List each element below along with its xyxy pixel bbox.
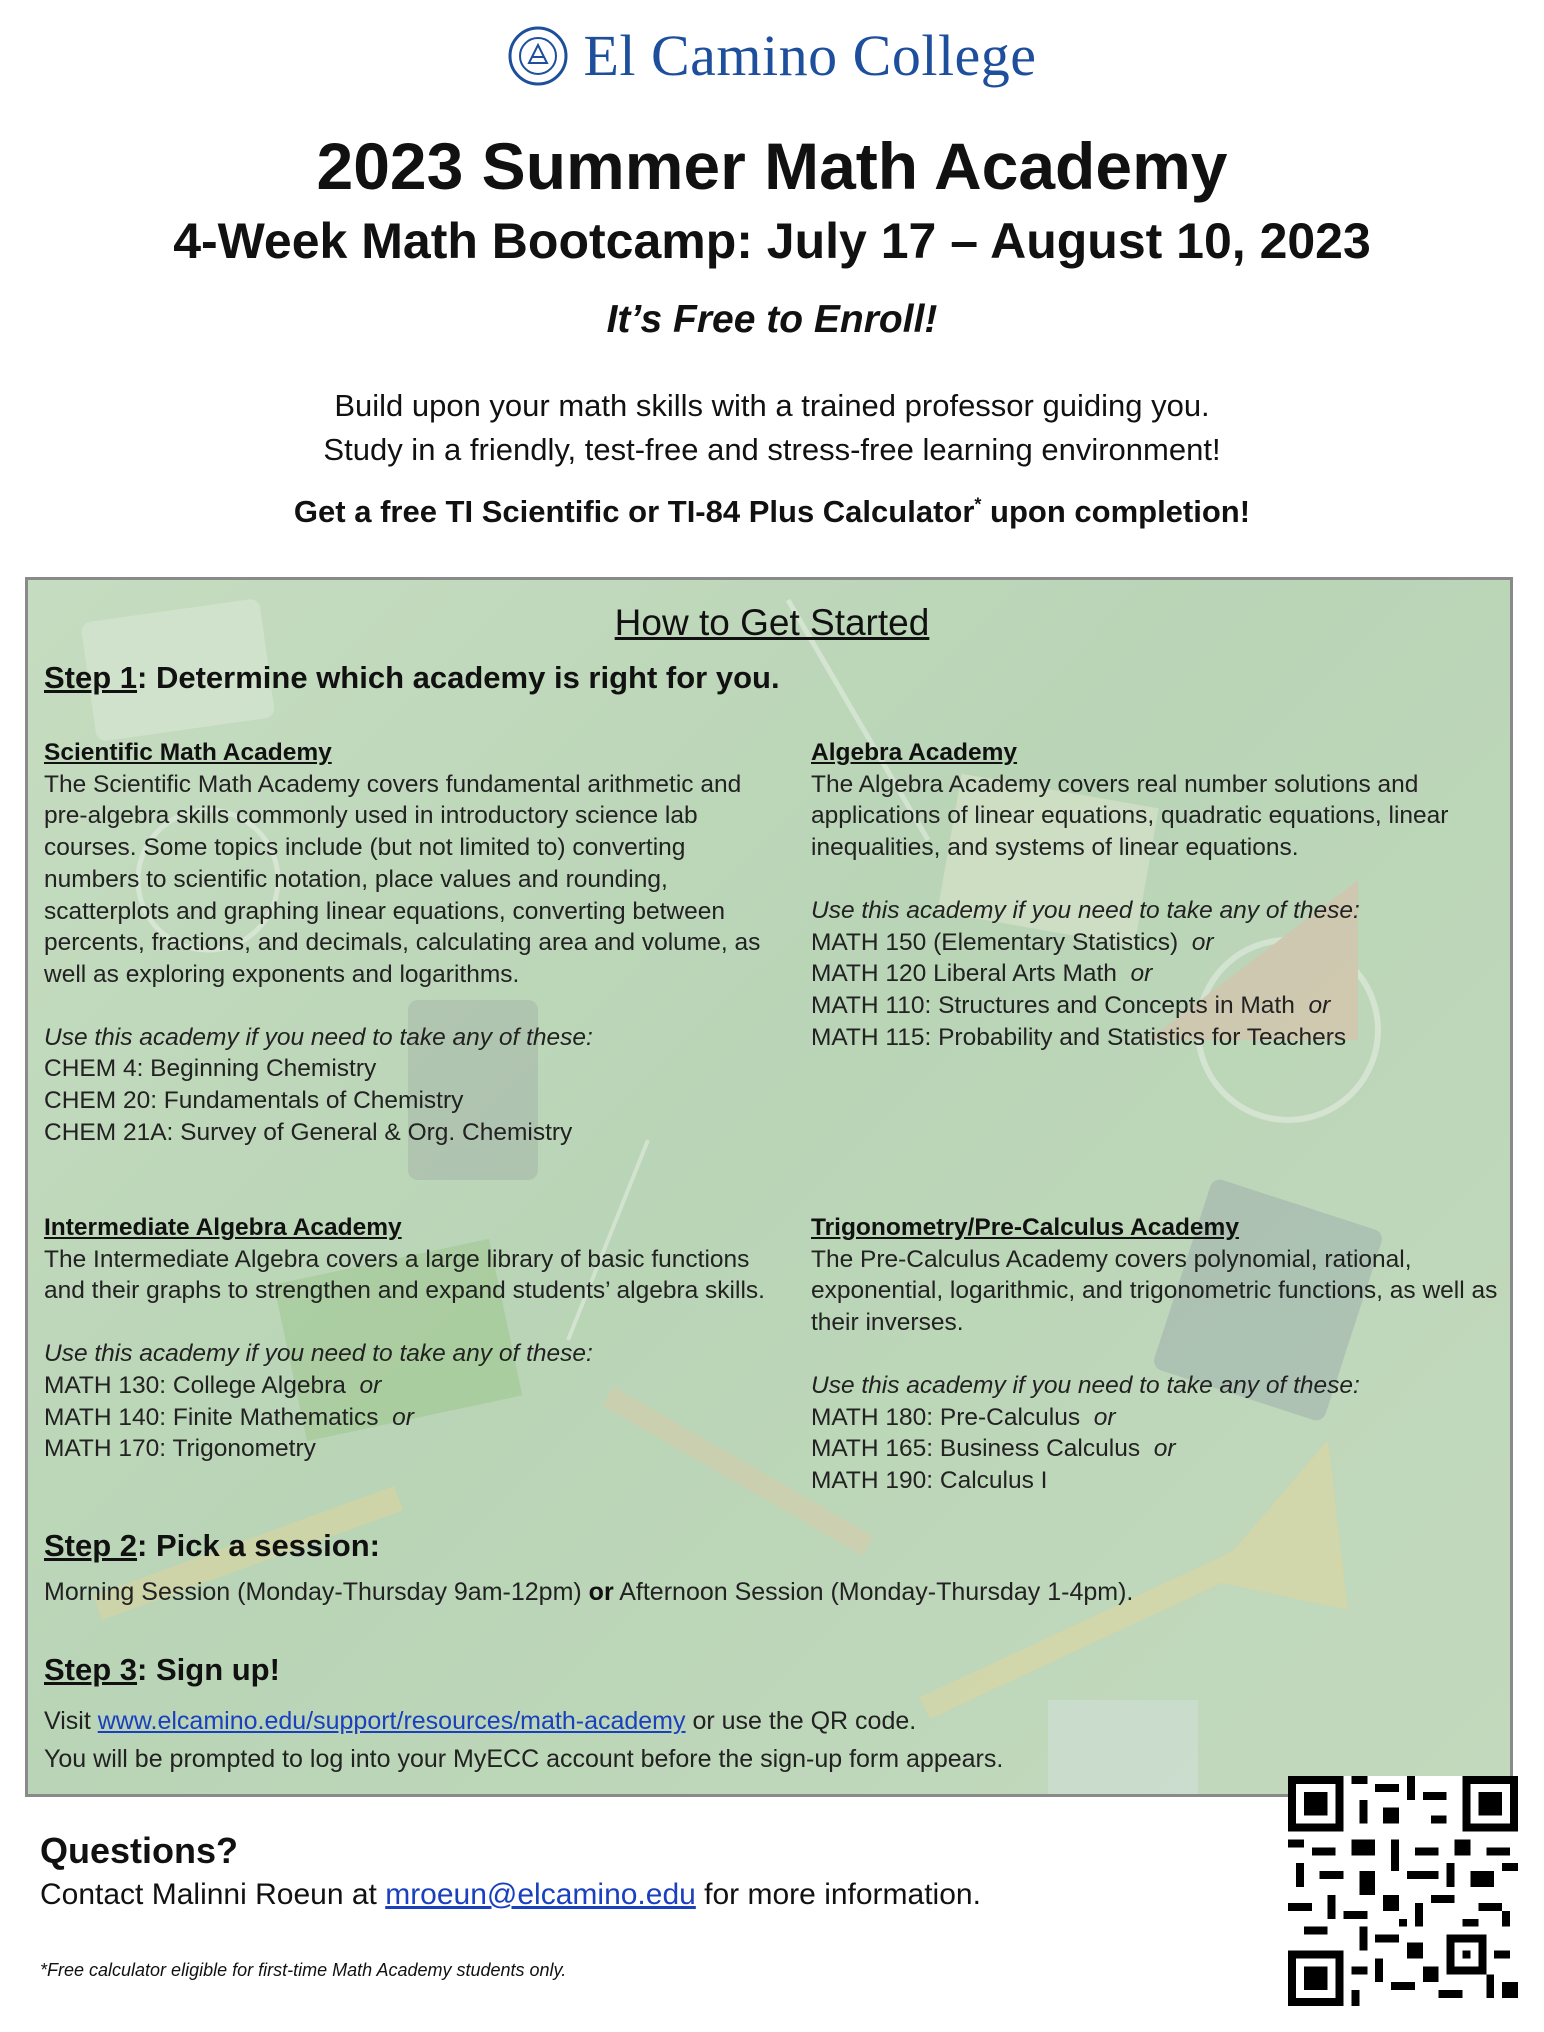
academy-name: Algebra Academy [811, 739, 1018, 766]
afternoon-session: Afternoon Session (Monday-Thursday 1-4pm). [613, 1578, 1134, 1606]
visit-pre: Visit [44, 1707, 98, 1735]
academy-description: The Intermediate Algebra covers a large library of basic functions and their graphs to strengthen and expand students’ algebra skills. [44, 1245, 765, 1305]
course-item: MATH 115: Probability and Statistics for Teachers [811, 1023, 1347, 1051]
intro-line-2: Study in a friendly, test-free and stress-free learning environment! [323, 432, 1221, 467]
college-logo [0, 22, 1544, 89]
step-2-label: Step 2 [44, 1528, 138, 1563]
course-name: MATH 150 (Elementary Statistics) [811, 928, 1179, 956]
step-2-text: : Pick a session: [137, 1528, 380, 1563]
box-content [28, 580, 1513, 1797]
or-word: or [1308, 991, 1331, 1019]
step-3-text: : Sign up! [137, 1652, 280, 1687]
contact-email-link[interactable]: mroeun@elcamino.edu [385, 1878, 696, 1911]
college-seal-icon [507, 25, 569, 87]
visit-line [44, 1702, 1003, 1740]
how-to-heading: How to Get Started [614, 602, 930, 643]
login-prompt-line: You will be prompted to log into your MyECC account before the sign-up form appears. [44, 1745, 1004, 1773]
academy-scientific [44, 737, 774, 1148]
academy-description: The Algebra Academy covers real number solutions and applications of linear equations, quadratic equations, linear inequalities, and systems of linear equations. [811, 770, 1449, 862]
course-name: MATH 110: Structures and Concepts in Math [811, 991, 1295, 1019]
use-academy-line: Use this academy if you need to take any of these: [811, 1371, 1360, 1399]
step-1-text: : Determine which academy is right for you. [137, 660, 780, 695]
calculator-offer-text: Get a free TI Scientific or TI-84 Plus Calculator [293, 494, 975, 529]
calculator-offer [0, 494, 1544, 530]
academy-description: The Pre-Calculus Academy covers polynomial, rational, exponential, logarithmic, and trigonometric functions, as well as their inverses. [811, 1245, 1498, 1337]
calculator-asterisk: * [974, 494, 982, 515]
use-academy-line: Use this academy if you need to take any of these: [44, 1340, 593, 1368]
page-title: 2023 Summer Math Academy [316, 129, 1228, 203]
use-academy-line: Use this academy if you need to take any of these: [811, 896, 1360, 924]
academy-name: Intermediate Algebra Academy [44, 1214, 402, 1241]
college-name: El Camino College [583, 23, 1037, 88]
academy-name: Trigonometry/Pre-Calculus Academy [811, 1214, 1239, 1241]
calculator-offer-end: upon completion! [981, 494, 1251, 529]
free-enroll-line: It’s Free to Enroll! [606, 298, 938, 341]
how-to-get-started-box [25, 577, 1513, 1797]
academy-name: Scientific Math Academy [44, 739, 332, 766]
course-item [811, 990, 1501, 1022]
course-item [44, 1402, 774, 1434]
course-name: MATH 120 Liberal Arts Math [811, 960, 1117, 988]
or-word: or [359, 1371, 382, 1399]
or-word: or [1130, 960, 1153, 988]
academy-algebra [811, 737, 1501, 1053]
page-subtitle: 4-Week Math Bootcamp: July 17 – August 10, 2023 [173, 213, 1371, 269]
step-3-label: Step 3 [44, 1652, 138, 1687]
visit-post: or use the QR code. [685, 1707, 917, 1735]
session-options [44, 1578, 1133, 1607]
course-item [811, 1402, 1501, 1434]
step-2 [44, 1528, 380, 1564]
morning-session: Morning Session (Monday-Thursday 9am-12pm) [44, 1578, 589, 1606]
math-academy-link[interactable]: www.elcamino.edu/support/resources/math-academy [97, 1707, 686, 1735]
course-name: MATH 180: Pre-Calculus [811, 1403, 1081, 1431]
step-1 [44, 660, 780, 696]
intro-line-1: Build upon your math skills with a trained professor guiding you. [334, 388, 1210, 423]
academy-trig-precalc [811, 1212, 1501, 1497]
step-3 [44, 1652, 280, 1688]
course-name: MATH 165: Business Calculus [811, 1435, 1141, 1463]
questions-heading: Questions? [40, 1830, 239, 1871]
course-item: CHEM 4: Beginning Chemistry [44, 1055, 377, 1083]
qr-code-icon[interactable] [1288, 1776, 1518, 2006]
contact-line [40, 1878, 981, 1912]
academy-description: The Scientific Math Academy covers fundamental arithmetic and pre-algebra skills commonly used in introductory science lab courses. Some topics include (but not limited to) converting numbers to scientific notation, place values and rounding, scatterplots and graphing linear equations, converting between percents, fractions, and decimals, calculating area and volume, as well as exploring exponents and logarithms. [44, 770, 761, 988]
course-item [811, 1433, 1501, 1465]
academy-intermediate [44, 1212, 774, 1465]
course-item: MATH 190: Calculus I [811, 1466, 1048, 1494]
use-academy-line: Use this academy if you need to take any of these: [44, 1023, 593, 1051]
course-item: CHEM 20: Fundamentals of Chemistry [44, 1087, 464, 1115]
course-item [811, 958, 1501, 990]
course-item: MATH 170: Trigonometry [44, 1435, 316, 1463]
or-word: or [1153, 1435, 1176, 1463]
course-item [811, 927, 1501, 959]
intro-text [0, 384, 1544, 472]
calculator-footnote: *Free calculator eligible for first-time Math Academy students only. [40, 1960, 567, 1980]
session-or: or [588, 1578, 614, 1606]
or-word: or [1093, 1403, 1116, 1431]
course-name: MATH 130: College Algebra [44, 1371, 346, 1399]
contact-pre: Contact Malinni Roeun at [40, 1878, 386, 1911]
contact-post: for more information. [695, 1878, 981, 1911]
course-name: MATH 140: Finite Mathematics [44, 1403, 379, 1431]
course-item [44, 1370, 774, 1402]
or-word: or [1191, 928, 1214, 956]
course-item: CHEM 21A: Survey of General & Org. Chemistry [44, 1118, 573, 1146]
signup-instructions [44, 1702, 1003, 1778]
step-1-label: Step 1 [44, 660, 138, 695]
or-word: or [392, 1403, 414, 1431]
